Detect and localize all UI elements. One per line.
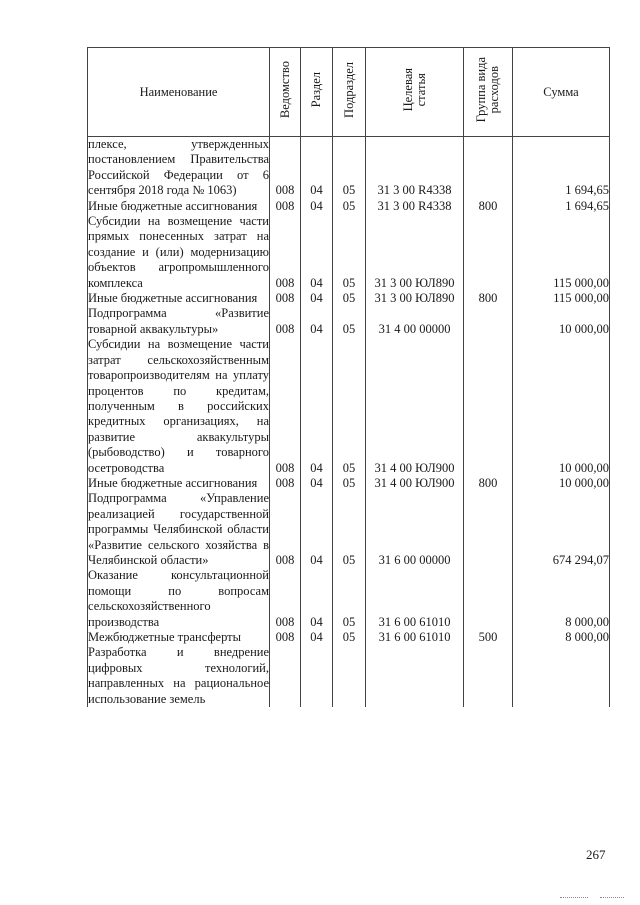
- row-section: 04: [301, 568, 333, 630]
- row-subsection: 05: [333, 630, 366, 645]
- budget-table: [87, 47, 610, 707]
- row-group: 800: [464, 291, 513, 306]
- header-target: Целевая статья: [366, 48, 464, 137]
- row-amount: 674 294,07: [513, 491, 610, 568]
- row-group: [464, 337, 513, 476]
- row-group: [464, 491, 513, 568]
- row-group: 500: [464, 630, 513, 645]
- footer-mark: [560, 897, 588, 898]
- row-group: [464, 306, 513, 337]
- row-group: 800: [464, 199, 513, 214]
- row-dept: 008: [270, 306, 301, 337]
- row-subsection: 05: [333, 214, 366, 291]
- header-section: Раздел: [301, 48, 333, 137]
- row-name: Оказание консультационной помощи по вопросам сельскохозяйственного производства: [88, 568, 269, 629]
- row-dept: 008: [270, 214, 301, 291]
- page-number: 267: [586, 847, 606, 862]
- row-subsection: 05: [333, 337, 366, 476]
- row-amount: [513, 645, 610, 707]
- table-header-row: [88, 48, 610, 137]
- row-subsection: 05: [333, 491, 366, 568]
- table-row: [88, 645, 610, 707]
- row-dept: 008: [270, 491, 301, 568]
- row-section: 04: [301, 291, 333, 306]
- row-target: 31 3 00 R4338: [366, 199, 464, 214]
- row-target: 31 6 00 61010: [366, 630, 464, 645]
- row-subsection: [333, 645, 366, 707]
- header-dept: Ведомство: [270, 48, 301, 137]
- header-name: Наименование: [88, 48, 270, 137]
- row-dept: 008: [270, 337, 301, 476]
- row-dept: 008: [270, 568, 301, 630]
- row-group: [464, 214, 513, 291]
- row-subsection: 05: [333, 306, 366, 337]
- row-target: 31 3 00 R4338: [366, 137, 464, 199]
- row-group: [464, 137, 513, 199]
- row-dept: 008: [270, 291, 301, 306]
- row-amount: 1 694,65: [513, 137, 610, 199]
- table-row: [88, 491, 610, 568]
- row-target: [366, 645, 464, 707]
- row-dept: 008: [270, 630, 301, 645]
- row-dept: 008: [270, 199, 301, 214]
- table-row: [88, 568, 610, 630]
- row-amount: 10 000,00: [513, 476, 610, 491]
- row-dept: 008: [270, 137, 301, 199]
- row-name: Разработка и внедрение цифровых технологий, направленных на рациональное использование земель: [88, 645, 269, 706]
- table-row: [88, 630, 610, 645]
- row-group: [464, 568, 513, 630]
- row-target: 31 6 00 00000: [366, 491, 464, 568]
- row-name: Субсидии на возмещение части прямых понесенных затрат на создание и (или) модернизацию объектов агропромышленного комплекса: [88, 214, 269, 290]
- row-target: 31 3 00 ЮЛ890: [366, 214, 464, 291]
- row-amount: 10 000,00: [513, 337, 610, 476]
- row-group: 800: [464, 476, 513, 491]
- row-section: 04: [301, 630, 333, 645]
- header-group: Группа вида расходов: [464, 48, 513, 137]
- row-dept: 008: [270, 476, 301, 491]
- row-target: 31 6 00 61010: [366, 568, 464, 630]
- row-section: 04: [301, 491, 333, 568]
- row-section: 04: [301, 306, 333, 337]
- row-section: 04: [301, 199, 333, 214]
- row-name: Субсидии на возмещение части затрат сельскохозяйственным товаропроизводителям на уплату процентов по кредитам, полученным в российских кредитных организациях, на развитие аквакультуры (рыбоводство) и товарного осетроводства: [88, 337, 269, 475]
- table-row: [88, 291, 610, 306]
- row-amount: 8 000,00: [513, 630, 610, 645]
- table-row: [88, 199, 610, 214]
- row-amount: 115 000,00: [513, 291, 610, 306]
- header-subsection: Подраздел: [333, 48, 366, 137]
- row-target: 31 3 00 ЮЛ890: [366, 291, 464, 306]
- row-name: плексе, утвержденных постановлением Правительства Российской Федерации от 6 сентября 2018 года № 1063): [88, 137, 269, 198]
- row-section: 04: [301, 137, 333, 199]
- row-subsection: 05: [333, 476, 366, 491]
- row-target: 31 4 00 ЮЛ900: [366, 337, 464, 476]
- row-name: Межбюджетные трансферты: [88, 630, 270, 645]
- table-row: [88, 214, 610, 291]
- table-row: [88, 306, 610, 337]
- row-target: 31 4 00 ЮЛ900: [366, 476, 464, 491]
- table-row: [88, 476, 610, 491]
- table-row: [88, 137, 610, 199]
- row-amount: 115 000,00: [513, 214, 610, 291]
- footer-mark: [600, 897, 624, 898]
- row-name: Подпрограмма «Управление реализацией государственной программы Челябинской области «Развитие сельского хозяйства в Челябинской области»: [88, 491, 269, 567]
- row-name: Иные бюджетные ассигнования: [88, 476, 270, 491]
- row-subsection: 05: [333, 199, 366, 214]
- row-group: [464, 645, 513, 707]
- row-name: Иные бюджетные ассигнования: [88, 199, 270, 214]
- row-amount: 1 694,65: [513, 199, 610, 214]
- row-subsection: 05: [333, 568, 366, 630]
- row-subsection: 05: [333, 291, 366, 306]
- table-row: [88, 337, 610, 476]
- row-section: [301, 645, 333, 707]
- row-section: 04: [301, 214, 333, 291]
- row-name: Подпрограмма «Развитие товарной аквакультуры»: [88, 306, 269, 336]
- row-name: Иные бюджетные ассигнования: [88, 291, 270, 306]
- row-target: 31 4 00 00000: [366, 306, 464, 337]
- row-section: 04: [301, 337, 333, 476]
- row-section: 04: [301, 476, 333, 491]
- row-dept: [270, 645, 301, 707]
- row-amount: 10 000,00: [513, 306, 610, 337]
- row-amount: 8 000,00: [513, 568, 610, 630]
- row-subsection: 05: [333, 137, 366, 199]
- header-amount: Сумма: [513, 48, 610, 137]
